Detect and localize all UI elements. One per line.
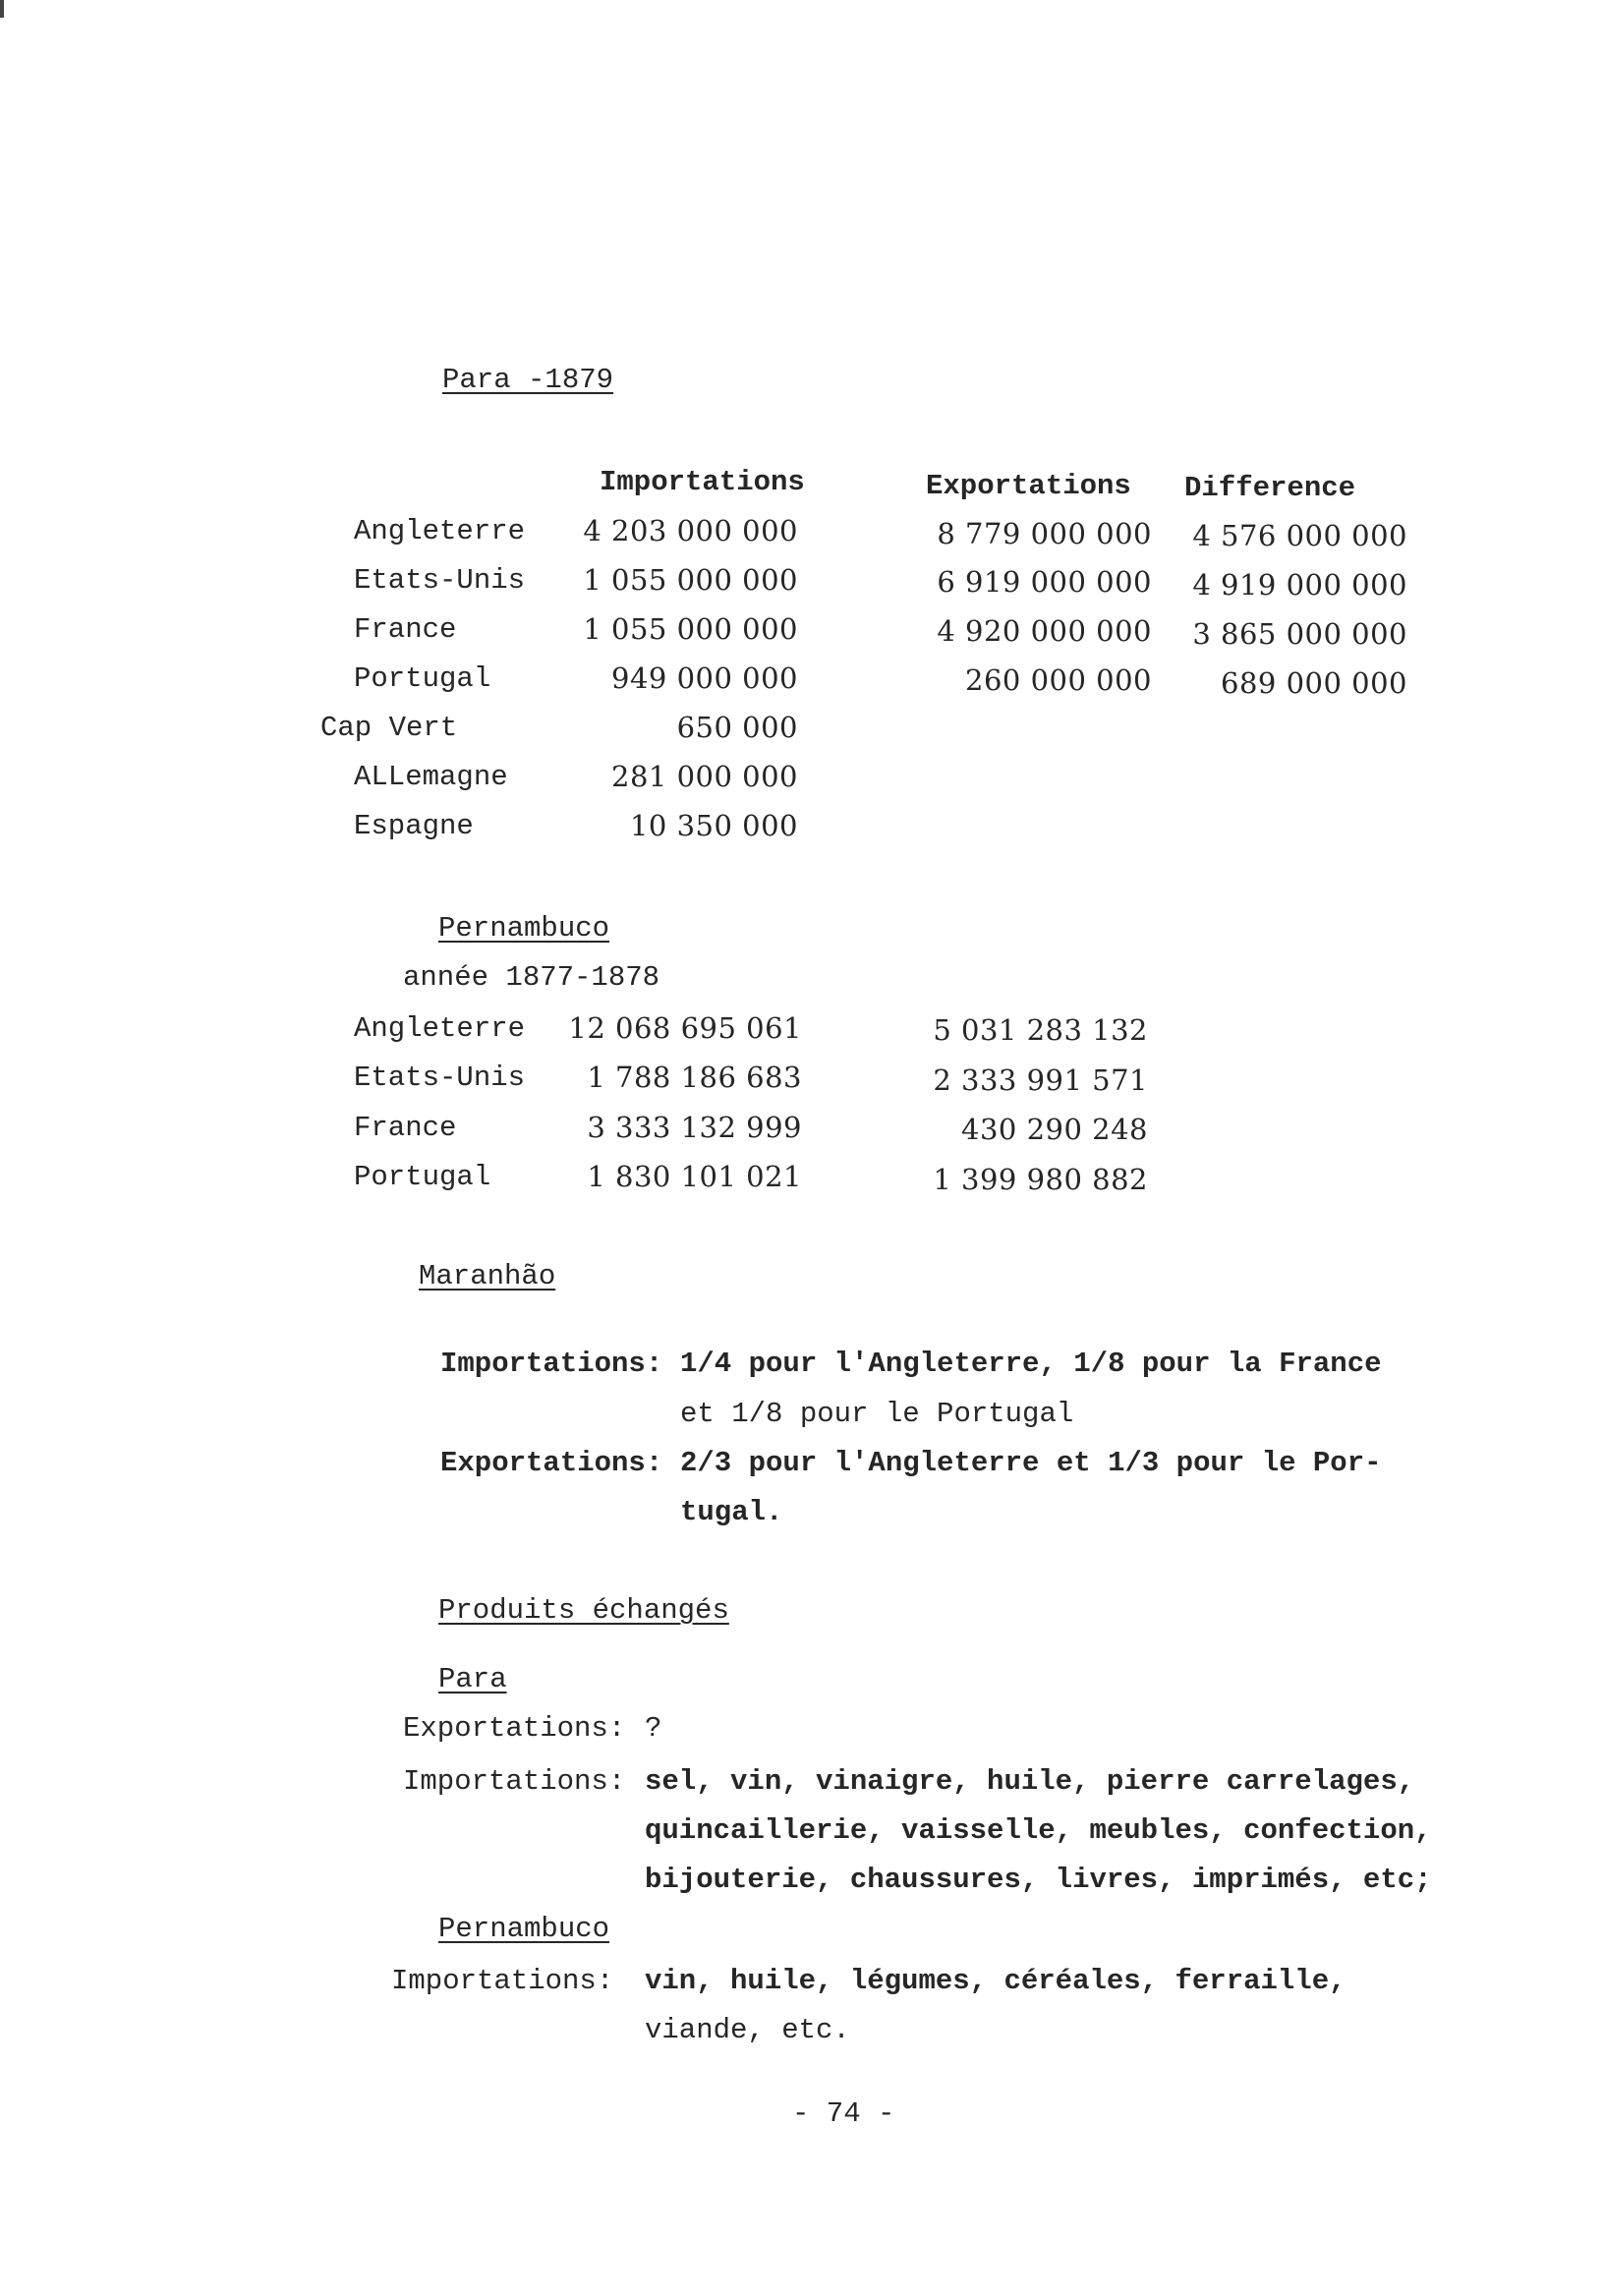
- para-country: ALLemagne: [354, 761, 508, 793]
- maranhao-exportations-label: Exportations:: [440, 1447, 663, 1479]
- para-import-value: 1 055 000 000: [583, 612, 798, 646]
- para-difference-value: 4 576 000 000: [1192, 519, 1407, 552]
- para-export-value: 8 779 000 000: [937, 517, 1152, 550]
- para-import-value: 650 000: [676, 711, 798, 744]
- pernambuco-export-value: 430 290 248: [961, 1113, 1148, 1146]
- para-difference-value: 3 865 000 000: [1192, 617, 1407, 651]
- pernambuco-title: Pernambuco: [438, 912, 610, 945]
- pernambuco-export-value: 5 031 283 132: [933, 1013, 1148, 1047]
- para-difference-value: 4 919 000 000: [1192, 568, 1407, 602]
- pernambuco-import-value: 1 830 101 021: [587, 1160, 802, 1193]
- para-country: France: [354, 613, 457, 646]
- maranhao-title: Maranhão: [419, 1260, 556, 1292]
- scan-mark: [0, 0, 4, 18]
- para-difference-value: 689 000 000: [1221, 666, 1407, 700]
- pernambuco-country: France: [354, 1112, 457, 1144]
- produits-para-importations-label: Importations:: [403, 1765, 626, 1798]
- produits-pernambuco-importations-label: Importations:: [391, 1965, 614, 1997]
- pernambuco-export-value: 2 333 991 571: [933, 1063, 1148, 1097]
- produits-para-exportations-value: ?: [645, 1712, 662, 1745]
- maranhao-importations-line1: 1/4 pour l'Angleterre, 1/8 pour la France: [680, 1348, 1382, 1380]
- para-export-value: 4 920 000 000: [937, 614, 1152, 648]
- pernambuco-export-value: 1 399 980 882: [933, 1163, 1148, 1196]
- header-importations: Importations: [600, 466, 805, 498]
- produits-pernambuco-line2: viande, etc.: [645, 2014, 850, 2046]
- para-country: Angleterre: [354, 515, 526, 547]
- header-exportations: Exportations: [926, 470, 1131, 502]
- pernambuco-import-value: 3 333 132 999: [587, 1111, 802, 1144]
- para-title: Para -1879: [442, 364, 614, 396]
- produits-para-line2: quincaillerie, vaisselle, meubles, confection,: [645, 1814, 1432, 1847]
- produits-para-line1: sel, vin, vinaigre, huile, pierre carrelages,: [645, 1765, 1415, 1798]
- maranhao-importations-line2: et 1/8 pour le Portugal: [680, 1398, 1074, 1430]
- page-number: - 74 -: [792, 2097, 895, 2130]
- produits-para-line3: bijouterie, chaussures, livres, imprimés, etc;: [645, 1864, 1432, 1896]
- produits-pernambuco-title: Pernambuco: [438, 1913, 610, 1945]
- produits-title: Produits échangés: [438, 1594, 729, 1627]
- pernambuco-import-value: 12 068 695 061: [568, 1011, 802, 1045]
- produits-para-exportations-label: Exportations:: [403, 1712, 626, 1745]
- para-country: Portugal: [354, 662, 491, 695]
- produits-para-title: Para: [438, 1663, 507, 1695]
- produits-pernambuco-line1: vin, huile, légumes, céréales, ferraille,: [645, 1965, 1346, 1997]
- para-import-value: 281 000 000: [611, 760, 798, 793]
- pernambuco-import-value: 1 788 186 683: [587, 1061, 802, 1094]
- para-import-value: 10 350 000: [629, 809, 798, 842]
- maranhao-exportations-line1: 2/3 pour l'Angleterre et 1/3 pour le Por-: [680, 1447, 1382, 1479]
- maranhao-exportations-line2: tugal.: [680, 1496, 783, 1528]
- para-country: Cap Vert: [320, 712, 458, 744]
- maranhao-importations-label: Importations:: [440, 1348, 663, 1380]
- para-country: Espagne: [354, 810, 474, 842]
- para-import-value: 4 203 000 000: [583, 514, 798, 547]
- para-export-value: 260 000 000: [965, 663, 1152, 697]
- pernambuco-country: Angleterre: [354, 1012, 526, 1045]
- para-country: Etats-Unis: [354, 564, 526, 597]
- para-import-value: 949 000 000: [611, 661, 798, 695]
- pernambuco-country: Portugal: [354, 1161, 491, 1193]
- para-import-value: 1 055 000 000: [583, 563, 798, 597]
- header-difference: Difference: [1184, 472, 1356, 504]
- pernambuco-country: Etats-Unis: [354, 1062, 526, 1094]
- pernambuco-subtitle: année 1877-1878: [403, 961, 660, 994]
- para-export-value: 6 919 000 000: [937, 565, 1152, 599]
